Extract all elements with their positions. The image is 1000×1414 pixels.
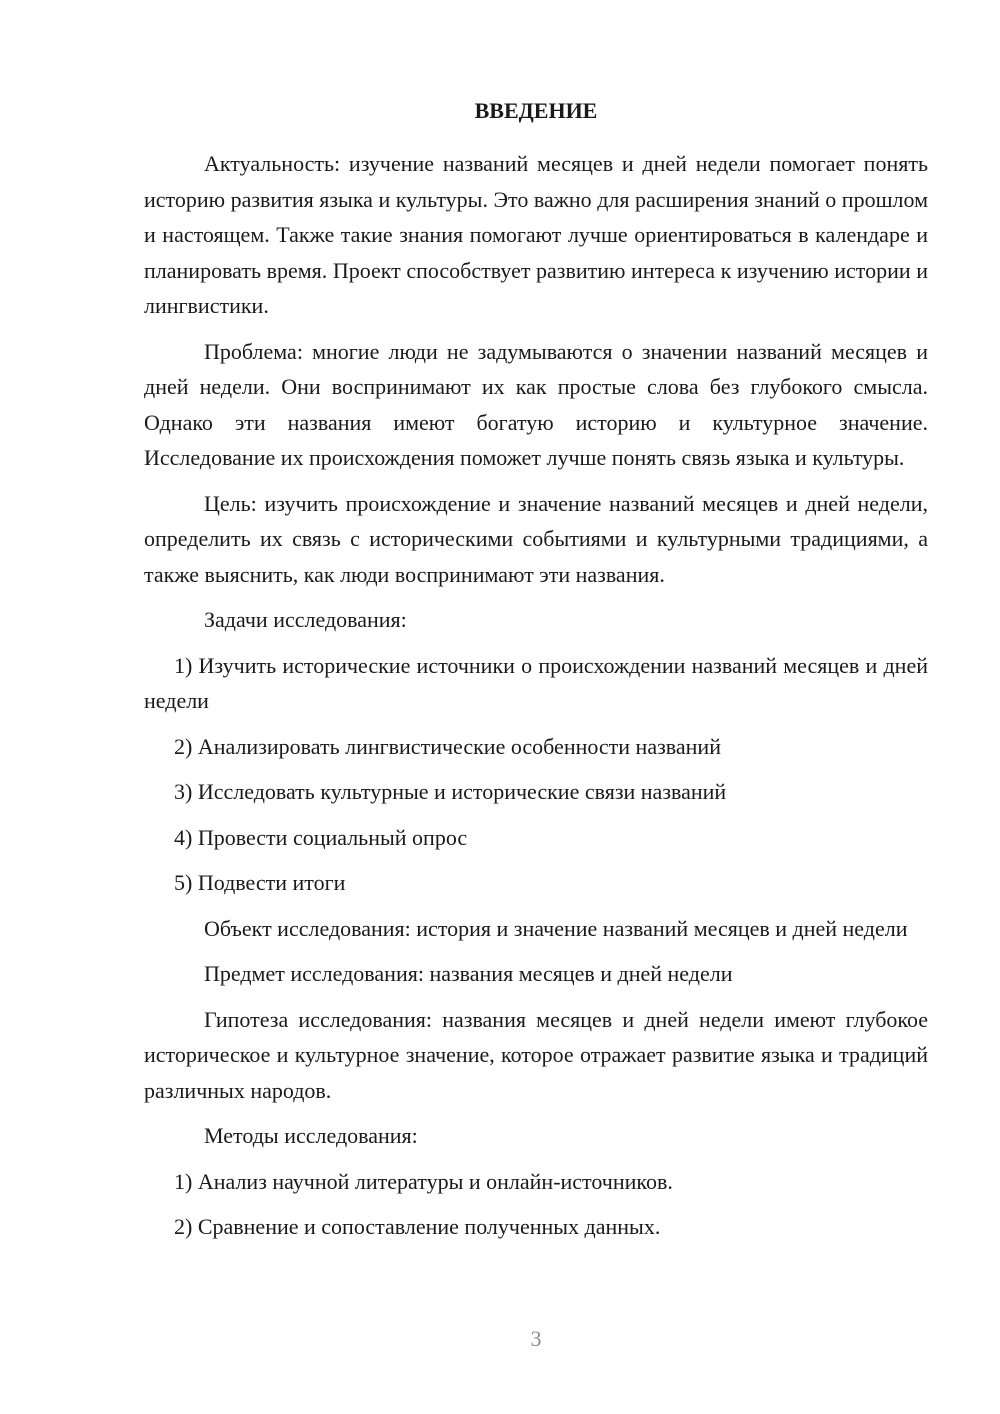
task-item-5: 5) Подвести итоги	[174, 870, 346, 895]
object-paragraph: Объект исследования: история и значение названий месяцев и дней недели	[204, 915, 908, 941]
hypothesis-paragraph: Гипотеза исследования: названия месяцев и дней недели имеют глубокое историческое и культурное значение, которое отражает развитие языка и традиций различных народов.	[144, 1006, 928, 1103]
page-content	[144, 96, 928, 1255]
section-heading: ВВЕДЕНИЕ	[474, 98, 598, 123]
relevance-paragraph: Актуальность: изучение названий месяцев и дней недели помогает понять историю развития языка и культуры. Это важно для расширения знаний о прошлом и настоящем. Также такие знания помогают лучше ориентироваться в календаре и планировать время. Проект способствует развитию интереса к изучению истории и лингвистики.	[144, 151, 928, 318]
task-item-4: 4) Провести социальный опрос	[174, 824, 468, 850]
method-item-2: 2) Сравнение и сопоставление полученных данных.	[174, 1214, 661, 1239]
problem-paragraph: Проблема: многие люди не задумываются о значении названий месяцев и дней недели. Они воспринимают их как простые слова без глубокого смысла. Однако эти названия имеют богатую историю и культурное значение. Исследование их происхождения поможет лучше понять связь языка и культуры.	[144, 338, 928, 470]
method-item-1: 1) Анализ научной литературы и онлайн-источников.	[174, 1168, 673, 1194]
task-item-3: 3) Исследовать культурные и исторические связи названий	[174, 779, 727, 804]
subject-paragraph: Предмет исследования: названия месяцев и дней недели	[204, 961, 733, 986]
goal-paragraph: Цель: изучить происхождение и значение названий месяцев и дней недели, определить их связь с историческими событиями и культурными традициями, а также выяснить, как люди воспринимают эти названия.	[144, 490, 928, 587]
task-item-1: 1) Изучить исторические источники о происхождении названий месяцев и дней недели	[144, 652, 928, 713]
methods-heading: Методы исследования:	[204, 1123, 418, 1148]
page-number: 3	[530, 1326, 542, 1351]
tasks-heading: Задачи исследования:	[204, 607, 407, 632]
task-item-2: 2) Анализировать лингвистические особенности названий	[174, 733, 721, 759]
